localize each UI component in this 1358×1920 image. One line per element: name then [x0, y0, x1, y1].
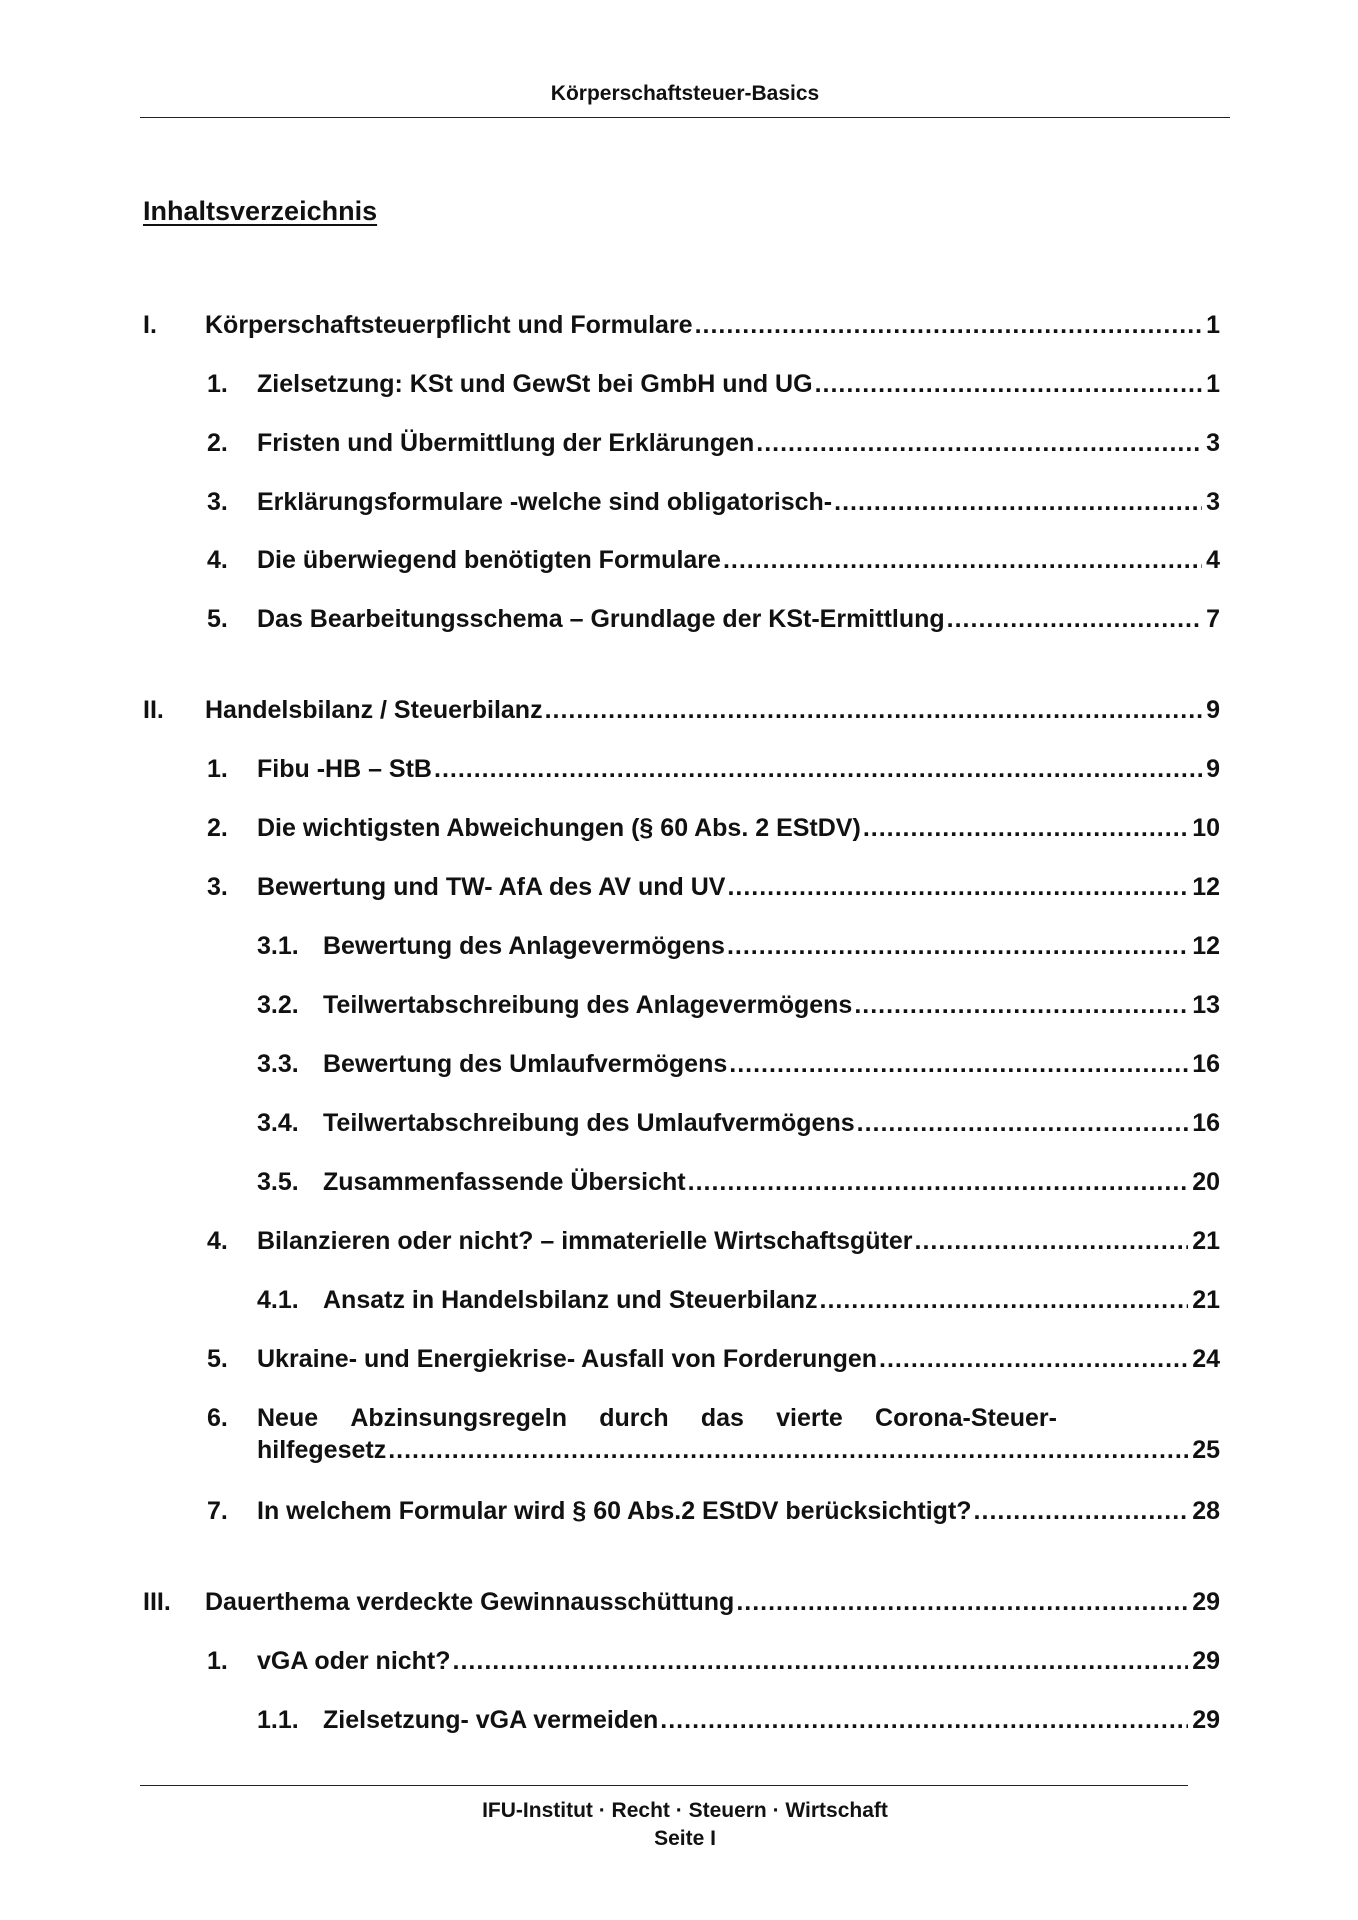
toc-entry[interactable] — [0, 754, 1220, 784]
toc-entry-body — [323, 1108, 1220, 1138]
toc-entry-page: 28 — [1192, 1497, 1220, 1525]
toc-entry-page: 3 — [1206, 488, 1220, 516]
toc-entry-title: Bewertung des Anlagevermögens — [323, 932, 725, 960]
footer-page-number: Seite I — [654, 1827, 716, 1850]
toc-entry-page: 1 — [1206, 370, 1220, 398]
dot-leader — [727, 872, 1188, 902]
toc-entry-page: 7 — [1206, 605, 1220, 633]
toc-entry-title: Zielsetzung- vGA vermeiden — [323, 1706, 659, 1734]
running-header: Körperschaftsteuer-Basics — [550, 82, 820, 105]
page-footer — [140, 1797, 1230, 1853]
toc-entry-number: 4. — [207, 1227, 228, 1255]
toc-entry-page: 20 — [1192, 1168, 1220, 1196]
toc-entry-title: Ukraine- und Energiekrise- Ausfall von Forderungen — [257, 1345, 878, 1373]
toc-entry-title: hilfegesetz — [257, 1436, 387, 1464]
toc-entry-title: Körperschaftsteuerpflicht und Formulare — [205, 311, 693, 339]
toc-entry[interactable] — [0, 604, 1220, 634]
toc-entry-title: Zielsetzung: KSt und GewSt bei GmbH und UG — [257, 370, 813, 398]
toc-entry[interactable] — [0, 990, 1220, 1020]
toc-entry-body — [323, 990, 1220, 1020]
toc-entry-body — [323, 1285, 1220, 1315]
toc-entry-number: 6. — [207, 1404, 228, 1432]
toc-entry-page: 16 — [1192, 1109, 1220, 1137]
toc-entry-page: 13 — [1192, 991, 1220, 1019]
toc-entry-number: 1. — [207, 1647, 228, 1675]
toc-entry-number: 7. — [207, 1497, 228, 1525]
dot-leader — [947, 604, 1202, 634]
toc-entry-number: 3.5. — [257, 1168, 299, 1196]
toc-entry[interactable] — [0, 1108, 1220, 1138]
toc-entry-title-word: Abzinsungsregeln — [350, 1404, 568, 1432]
toc-entry-title: Fibu -HB – StB — [257, 755, 432, 783]
toc-entry-body — [257, 813, 1220, 843]
toc-entry-page: 1 — [1206, 311, 1220, 339]
toc-entry-number: 2. — [207, 814, 228, 842]
toc-entry[interactable] — [0, 695, 1220, 725]
toc-entry[interactable] — [0, 813, 1220, 843]
toc-entry-body — [205, 310, 1220, 340]
toc-entry-title: Das Bearbeitungsschema – Grundlage der KSt-Ermittlung — [257, 605, 945, 633]
toc-entry-title: Teilwertabschreibung des Anlagevermögens — [323, 991, 853, 1019]
toc-entry[interactable] — [0, 545, 1220, 575]
toc-entry-title: Handelsbilanz / Steuerbilanz — [205, 696, 543, 724]
toc-entry-page: 9 — [1206, 696, 1220, 724]
toc-entry-number: 4. — [207, 546, 228, 574]
toc-entry-body — [205, 1587, 1220, 1617]
toc-entry-number: 3.3. — [257, 1050, 299, 1078]
toc-entry-number: I. — [143, 311, 157, 339]
toc-entry-title-line1 — [257, 1403, 1057, 1433]
toc-entry-number: II. — [143, 696, 164, 724]
toc-entry-title: Teilwertabschreibung des Umlaufvermögens — [323, 1109, 855, 1137]
toc-entry-title: Die überwiegend benötigten Formulare — [257, 546, 721, 574]
dot-leader — [815, 369, 1203, 399]
dot-leader — [727, 931, 1188, 961]
toc-entry-body — [257, 545, 1220, 575]
dot-leader — [736, 1587, 1188, 1617]
toc-entry-page: 10 — [1192, 814, 1220, 842]
toc-entry-body — [257, 1496, 1220, 1526]
toc-entry-page: 25 — [1192, 1436, 1220, 1464]
dot-leader — [388, 1435, 1188, 1465]
toc-entry-title: Erklärungsformulare -welche sind obligatorisch- — [257, 488, 833, 516]
toc-entry[interactable] — [0, 369, 1220, 399]
toc-entry-title: Bewertung und TW- AfA des AV und UV — [257, 873, 726, 901]
dot-leader — [695, 310, 1203, 340]
toc-entry-page: 12 — [1192, 932, 1220, 960]
toc-entry-title: Ansatz in Handelsbilanz und Steuerbilanz — [323, 1286, 818, 1314]
toc-entry-body — [257, 428, 1220, 458]
toc-entry[interactable] — [0, 872, 1220, 902]
footer-divider — [140, 1785, 1188, 1786]
header-divider — [140, 117, 1230, 118]
toc-entry-title: In welchem Formular wird § 60 Abs.2 EStDV berücksichtigt? — [257, 1497, 972, 1525]
dot-leader — [863, 813, 1188, 843]
toc-entry[interactable] — [0, 310, 1220, 340]
toc-entry-body — [323, 1167, 1220, 1197]
toc-entry-number: III. — [143, 1588, 171, 1616]
dot-leader — [854, 990, 1188, 1020]
dot-leader — [660, 1705, 1188, 1735]
dot-leader — [434, 754, 1202, 784]
dot-leader — [857, 1108, 1189, 1138]
toc-entry[interactable] — [0, 428, 1220, 458]
toc-entry-body — [257, 1344, 1220, 1374]
toc-entry-title: Dauerthema verdeckte Gewinnausschüttung — [205, 1588, 735, 1616]
toc-entry[interactable] — [0, 1049, 1220, 1079]
toc-entry-number: 2. — [207, 429, 228, 457]
toc-entry-title: Die wichtigsten Abweichungen (§ 60 Abs. 2 EStDV) — [257, 814, 861, 842]
dot-leader — [974, 1496, 1189, 1526]
toc-entry-number: 3.4. — [257, 1109, 299, 1137]
toc-entry-page: 16 — [1192, 1050, 1220, 1078]
toc-entry-page: 29 — [1192, 1588, 1220, 1616]
toc-entry[interactable] — [0, 1496, 1220, 1526]
toc-entry[interactable] — [0, 1403, 1220, 1465]
toc-entry-title-word: vierte — [776, 1404, 843, 1432]
toc-entry[interactable] — [0, 1705, 1220, 1735]
toc-entry[interactable] — [0, 1285, 1220, 1315]
toc-entry[interactable] — [0, 1167, 1220, 1197]
toc-entry[interactable] — [0, 1587, 1220, 1617]
toc-entry-title: Fristen und Übermittlung der Erklärungen — [257, 429, 755, 457]
toc-entry-number: 5. — [207, 605, 228, 633]
toc-entry-page: 29 — [1192, 1647, 1220, 1675]
toc-entry[interactable] — [0, 487, 1220, 517]
toc-entry-page: 21 — [1192, 1286, 1220, 1314]
toc-entry-body — [205, 695, 1220, 725]
toc-entry-page: 24 — [1192, 1345, 1220, 1373]
toc-entry-page: 21 — [1192, 1227, 1220, 1255]
dot-leader — [723, 545, 1202, 575]
toc-entry-number: 3. — [207, 873, 228, 901]
dot-leader — [756, 428, 1202, 458]
toc-entry-number: 3. — [207, 488, 228, 516]
toc-entry-title: Bilanzieren oder nicht? – immaterielle Wirtschaftsgüter — [257, 1227, 913, 1255]
dot-leader — [688, 1167, 1189, 1197]
toc-entry-title: vGA oder nicht? — [257, 1647, 451, 1675]
toc-entry-number: 3.1. — [257, 932, 299, 960]
dot-leader — [915, 1226, 1189, 1256]
toc-entry-title: Bewertung des Umlaufvermögens — [323, 1050, 728, 1078]
dot-leader — [834, 487, 1202, 517]
toc-entry-page: 4 — [1206, 546, 1220, 574]
toc-entry-body — [323, 931, 1220, 961]
footer-publisher: IFU-Institut · Recht · Steuern · Wirtschaft — [482, 1799, 888, 1822]
toc-entry-body — [257, 487, 1220, 517]
toc-entry-body — [257, 1435, 1220, 1465]
toc-entry-body — [257, 604, 1220, 634]
toc-entry-body — [323, 1049, 1220, 1079]
toc-entry[interactable] — [0, 1344, 1220, 1374]
toc-heading: Inhaltsverzeichnis — [143, 196, 378, 226]
dot-leader — [729, 1049, 1188, 1079]
toc-entry-page: 29 — [1192, 1706, 1220, 1734]
toc-entry-body — [257, 872, 1220, 902]
toc-entry-body — [257, 369, 1220, 399]
toc-entry-title-word: das — [700, 1404, 744, 1432]
toc-entry-page: 9 — [1206, 755, 1220, 783]
toc-entry-body — [323, 1705, 1220, 1735]
toc-entry-title-word: Neue — [257, 1404, 319, 1432]
toc-entry[interactable] — [0, 931, 1220, 961]
toc-entry-body — [257, 754, 1220, 784]
toc-entry-page: 12 — [1192, 873, 1220, 901]
toc-entry-number: 5. — [207, 1345, 228, 1373]
dot-leader — [453, 1646, 1189, 1676]
toc-entry-page: 3 — [1206, 429, 1220, 457]
toc-entry-title-word: durch — [599, 1404, 669, 1432]
dot-leader — [820, 1285, 1189, 1315]
toc-entry-body — [257, 1226, 1220, 1256]
toc-entry-title: Zusammenfassende Übersicht — [323, 1168, 686, 1196]
toc-entry-number: 1. — [207, 370, 228, 398]
toc-entry-body — [257, 1646, 1220, 1676]
toc-entry-title-word: Corona-Steuer- — [875, 1404, 1057, 1432]
toc-entry[interactable] — [0, 1646, 1220, 1676]
toc-entry-number: 3.2. — [257, 991, 299, 1019]
toc-entry-number: 1.1. — [257, 1706, 299, 1734]
toc-entry-number: 4.1. — [257, 1286, 299, 1314]
toc-entry-number: 1. — [207, 755, 228, 783]
dot-leader — [879, 1344, 1188, 1374]
toc-entry[interactable] — [0, 1226, 1220, 1256]
dot-leader — [545, 695, 1203, 725]
